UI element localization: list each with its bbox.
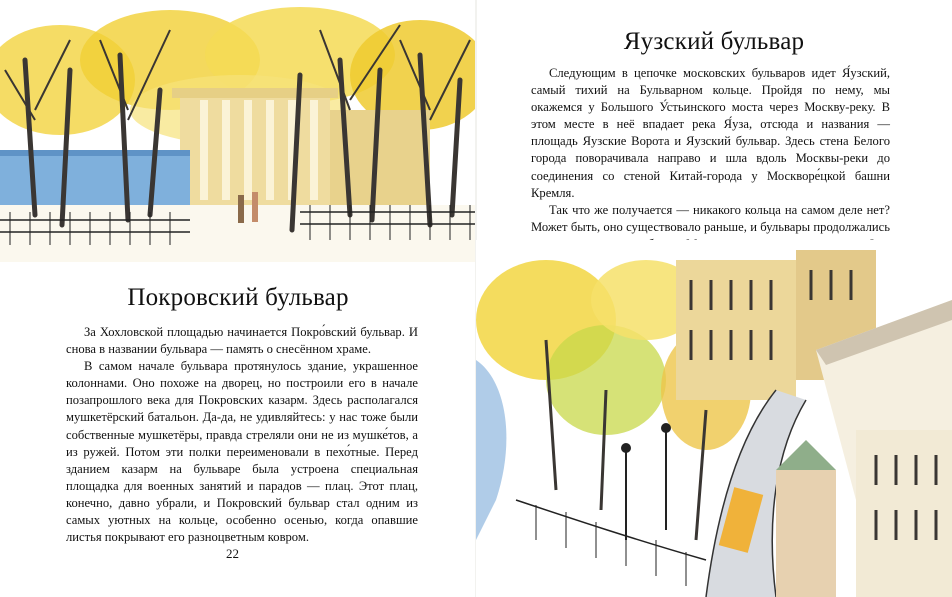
body-text-pokrovsky (66, 324, 418, 546)
paragraph: В самом начале бульвара протянулось здание, украшенное колоннами. Оно похоже на дворец, но построили его в начале позапрошлого века для Покровских казарм. Здесь располагался мушкетёрский батальон. Да-да, не удивляйтесь: у нас тоже были собственные мушкетёры, правда стреляли они не из мушке́тов, а из ружей. Потом эти полки переименовали в пехо́тные. Перед зданием казарм на бульваре была устроена специальная площадка для военных занятий и парадов — плац. Этот плац, конечно, давно убрали, и Покровский бульвар стал одним из самых уютных на кольце, особенно осенью, когда опавшие листья покрывают его разноцветным ковром. (66, 359, 418, 545)
paragraph: За Хохловской площадью начинается Покро́вский бульвар. И снова в названии бульвара — память о снесённом храме. (66, 325, 418, 357)
paragraph: Так что же получается — никакого кольца на самом деле нет? Может быть, оно существовало раньше, и бульвары продолжались (531, 202, 890, 234)
page-number: 22 (226, 546, 239, 561)
body-text-yauzsky (531, 65, 890, 253)
yauzsky-illustration (476, 240, 952, 597)
paragraph: Следующим в цепочке московских бульваров идет Я́узский, самый тихий на Бульварном кольце. Пройдя по нему, мы окажемся у Большого У́стьинского моста через Москву-реку. В этом месте в неё впадает река Я́уза, отсюда и названия — площадь Яузские Ворота и Яузский бульвар. Здесь стена Белого города поворачивала направо и шла вдоль Москвы-реки до соединения со стеной Китай-города у Москворе́цкой башни Кремля. (531, 66, 890, 200)
section-title-yauzsky: Яузский бульвар (623, 28, 805, 55)
pokrovsky-illustration (0, 0, 476, 262)
section-title-pokrovsky: Покровский бульвар (127, 284, 349, 311)
right-page (476, 0, 952, 597)
